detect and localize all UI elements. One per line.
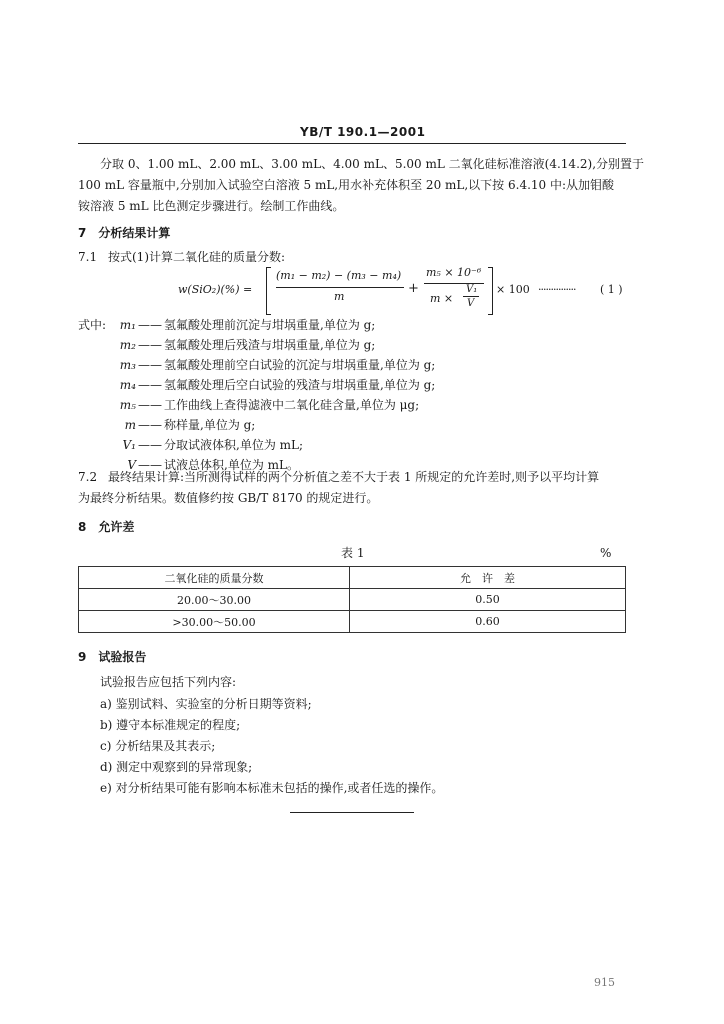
formula-numerator-b: m₅ × 10⁻⁶	[426, 266, 482, 279]
variable-dash: ——	[138, 338, 162, 352]
table-header-cell: 二氧化硅的质量分数	[79, 567, 350, 589]
variable-dash: ——	[138, 358, 162, 372]
formula-right-bracket	[488, 267, 493, 315]
formula-fraction-bar-c	[463, 296, 479, 297]
formula-left-bracket	[266, 267, 271, 315]
where-prefix: 式中:	[78, 318, 107, 332]
formula-denominator-b: m ×	[430, 292, 454, 305]
intro-line-3: 铵溶液 5 mL 比色测定步骤进行。绘制工作曲线。	[78, 199, 345, 213]
table-caption: 表 1	[341, 546, 365, 560]
formula-v1: V₁	[466, 284, 478, 295]
formula-leader: ···············	[538, 283, 576, 296]
report-item: b) 遵守本标准规定的程度;	[100, 718, 241, 732]
table-unit: %	[600, 546, 612, 560]
section-9-title: 9 试验报告	[78, 650, 147, 664]
clause-7-2-label: 7.2	[78, 470, 98, 484]
variable-symbol: m₁	[119, 318, 136, 332]
variable-description: 氢氟酸处理前空白试验的沉淀与坩埚重量,单位为 g;	[164, 358, 436, 372]
report-item: a) 鉴别试料、实验室的分析日期等资料;	[100, 697, 312, 711]
table-cell: 20.00～30.00	[79, 589, 350, 611]
clause-7-1-text: 按式(1)计算二氧化硅的质量分数:	[108, 250, 286, 264]
variable-description: 试液总体积,单位为 mL。	[164, 458, 299, 472]
intro-line-1: 分取 0、1.00 mL、2.00 mL、3.00 mL、4.00 mL、5.00 mL 二氧化硅标准溶液(4.14.2),分别置于	[100, 157, 645, 171]
tolerance-table	[78, 566, 626, 633]
clause-7-1-label: 7.1	[78, 250, 98, 264]
variable-dash: ——	[138, 318, 162, 332]
variable-description: 称样量,单位为 g;	[164, 418, 256, 432]
variable-symbol: V₁	[122, 438, 136, 452]
formula-fraction-bar-a	[276, 287, 404, 288]
variable-description: 工作曲线上查得滤液中二氧化硅含量,单位为 μg;	[164, 398, 420, 412]
variable-dash: ——	[138, 418, 162, 432]
variable-dash: ——	[138, 378, 162, 392]
variable-symbol: m₄	[119, 378, 136, 392]
variable-symbol: m₂	[119, 338, 136, 352]
formula-numerator-a: (m₁ − m₂) − (m₃ − m₄)	[276, 269, 402, 282]
table-cell: 0.60	[350, 611, 626, 633]
table-header-cell: 允 许 差	[350, 567, 626, 589]
clause-7-2-line-2: 为最终分析结果。数值修约按 GB/T 8170 的规定进行。	[78, 491, 379, 505]
table-row	[79, 611, 626, 633]
variable-dash: ——	[138, 438, 162, 452]
formula-denominator-a: m	[334, 290, 345, 303]
intro-line-2: 100 mL 容量瓶中,分别加入试验空白溶液 5 mL,用水补充体积至 20 mL,以下按 6.4.10 中:从加钼酸	[78, 178, 615, 192]
table-header-row	[79, 567, 626, 589]
report-item: c) 分析结果及其表示;	[100, 739, 216, 753]
end-rule	[290, 812, 414, 813]
variable-description: 氢氟酸处理前沉淀与坩埚重量,单位为 g;	[164, 318, 376, 332]
section-8-title: 8 允许差	[78, 520, 135, 534]
variable-symbol: m₅	[119, 398, 136, 412]
table-cell: >30.00～50.00	[79, 611, 350, 633]
report-intro: 试验报告应包括下列内容:	[100, 675, 237, 689]
section-7-title: 7 分析结果计算	[78, 226, 171, 240]
page-number: 915	[594, 976, 615, 989]
formula-equation-number: ( 1 )	[600, 283, 623, 296]
variable-dash: ——	[138, 458, 162, 472]
variable-description: 分取试液体积,单位为 mL;	[164, 438, 304, 452]
formula-plus: +	[408, 281, 419, 296]
formula-v: V	[467, 298, 475, 309]
variable-symbol: m₃	[119, 358, 136, 372]
formula-lhs: w(SiO₂)(%) =	[178, 283, 253, 296]
table-row	[79, 589, 626, 611]
variable-dash: ——	[138, 398, 162, 412]
variable-description: 氢氟酸处理后残渣与坩埚重量,单位为 g;	[164, 338, 376, 352]
variable-symbol: V	[127, 458, 136, 472]
variable-description: 氢氟酸处理后空白试验的残渣与坩埚重量,单位为 g;	[164, 378, 436, 392]
formula-times-100: × 100	[496, 283, 530, 296]
clause-7-2-line-1: 最终结果计算:当所测得试样的两个分析值之差不大于表 1 所规定的允许差时,则予以平均计算	[108, 470, 600, 484]
report-item: d) 测定中观察到的异常现象;	[100, 760, 253, 774]
table-cell: 0.50	[350, 589, 626, 611]
report-item: e) 对分析结果可能有影响本标准未包括的操作,或者任选的操作。	[100, 781, 444, 795]
header-rule	[78, 143, 626, 144]
variable-symbol: m	[124, 418, 136, 432]
standard-code: YB/T 190.1—2001	[300, 125, 426, 139]
